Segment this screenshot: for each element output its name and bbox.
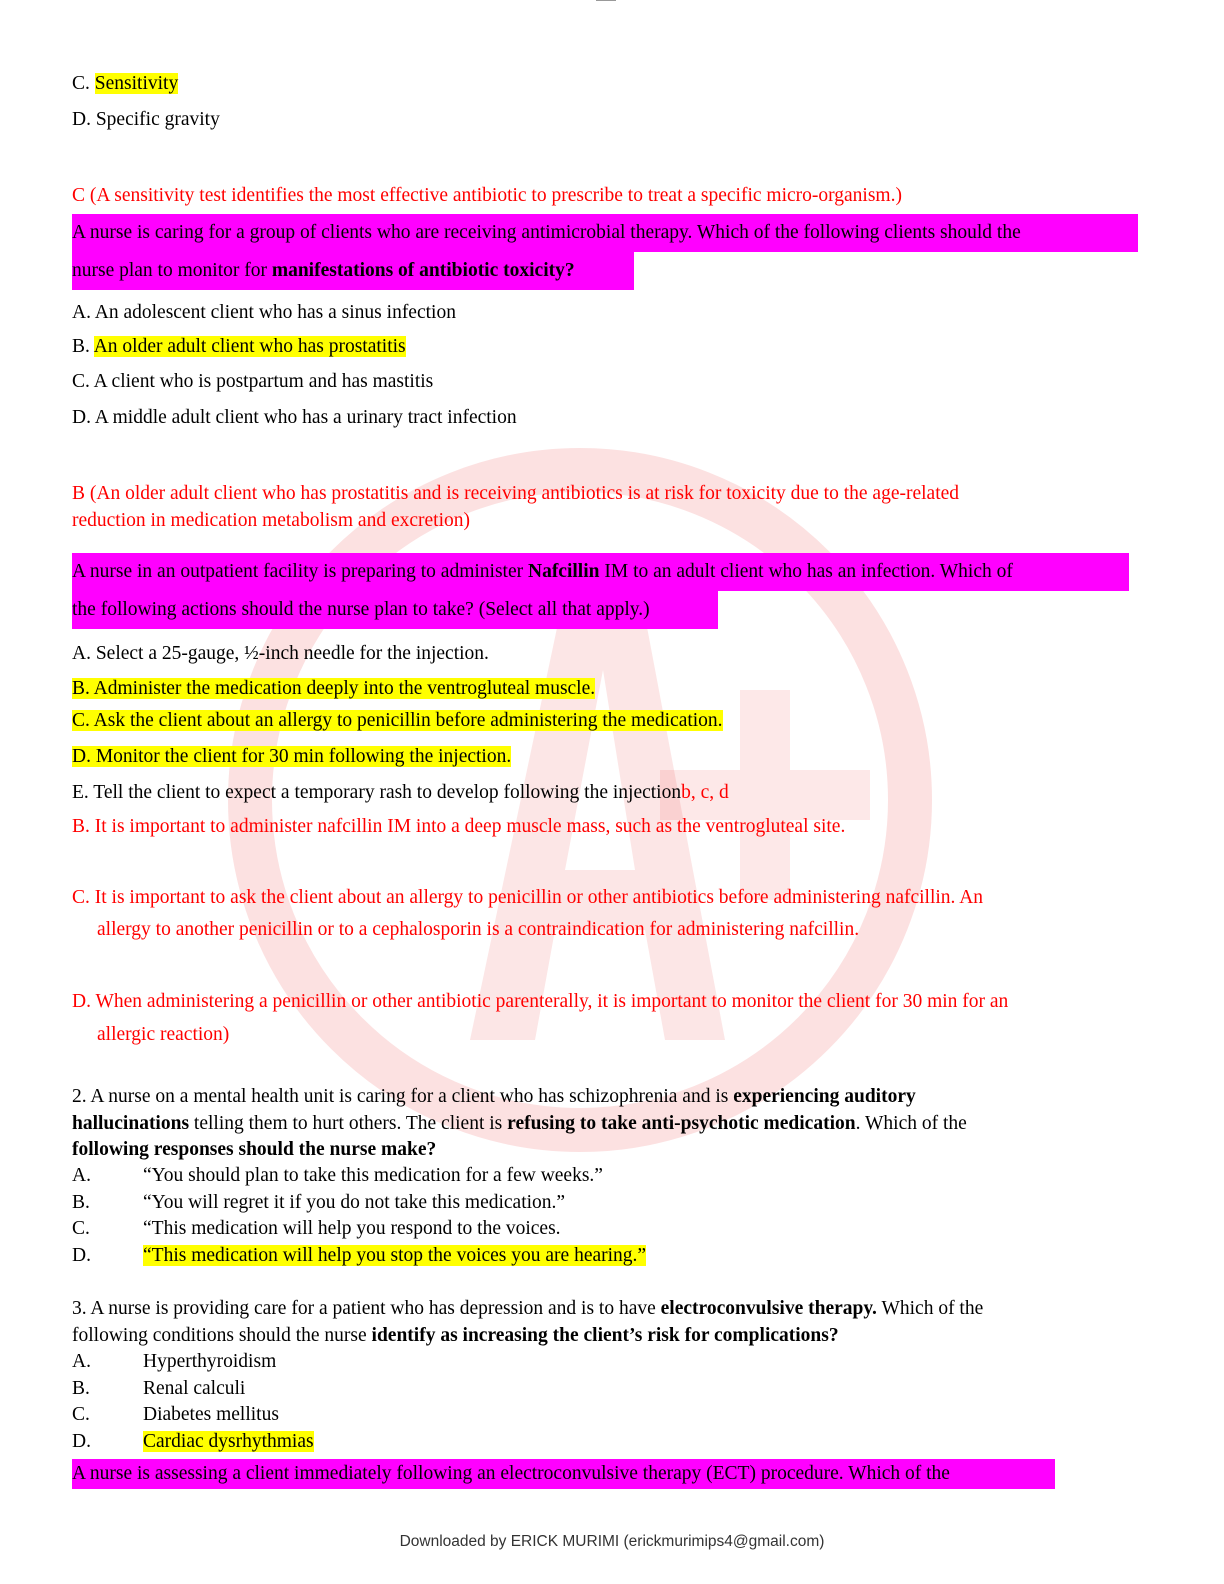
answer-explanation-1: C (A sensitivity test identifies the most effective antibiotic to prescribe to treat a specific micro-organism.) — [72, 185, 902, 206]
download-footer: Downloaded by ERICK MURIMI (erickmurimips4@gmail.com) — [399, 1533, 825, 1550]
q2-option-a: A. “You should plan to take this medication for a few weeks.” — [72, 1165, 603, 1186]
q2-option-b: B. “You will regret it if you do not take this medication.” — [72, 1192, 566, 1213]
question-antibiotic-toxicity: A nurse is caring for a group of clients who are receiving antimicrobial therapy. Which of the following clients should the — [72, 214, 1138, 252]
explanation-d-line1: D. When administering a penicillin or other antibiotic parenterally, it is important to monitor the client for 30 min for an — [72, 991, 1009, 1012]
option-b: B. An older adult client who has prostatitis — [72, 336, 406, 357]
option-d: D. Monitor the client for 30 min following the injection. — [72, 746, 512, 767]
question-2: 2. A nurse on a mental health unit is caring for a client who has schizophrenia and is experiencing auditory hallucinations telling them to hurt others. The client is refusing to take anti-psychotic medication. Which of the following responses should the nurse make? — [72, 1086, 967, 1160]
question-nafcillin-line2: the following actions should the nurse plan to take? (Select all that apply.) — [72, 591, 718, 629]
q2-option-c: C. “This medication will help you respond to the voices. — [72, 1218, 561, 1239]
option-c-sensitivity: C. Sensitivity — [72, 73, 179, 94]
top-divider — [596, 0, 616, 4]
option-b: B. Administer the medication deeply into the ventrogluteal muscle. — [72, 678, 596, 699]
answer-explanation-2-line2: reduction in medication metabolism and excretion) — [72, 510, 470, 531]
explanation-c-line1: C. It is important to ask the client about an allergy to penicillin or other antibiotics before administering nafcillin. An — [72, 887, 984, 908]
q3-option-a: A. Hyperthyroidism — [72, 1351, 277, 1372]
option-d-specific-gravity: D. Specific gravity — [72, 109, 220, 130]
question-antibiotic-toxicity-line2: nurse plan to monitor for manifestations of antibiotic toxicity? — [72, 252, 634, 290]
option-e: E. Tell the client to expect a temporary rash to develop following the injectionb, c, d — [72, 782, 729, 803]
question-ect-assessment: A nurse is assessing a client immediately following an electroconvulsive therapy (ECT) procedure. Which of the — [72, 1459, 1055, 1489]
question-3: 3. A nurse is providing care for a patient who has depression and is to have electroconvulsive therapy. Which of the following conditions should the nurse identify as increasing the client’s risk for complications? — [72, 1298, 984, 1346]
question-nafcillin: A nurse in an outpatient facility is preparing to administer Nafcillin IM to an adult client who has an infection. Which of — [72, 553, 1129, 591]
explanation-b: B. It is important to administer nafcillin IM into a deep muscle mass, such as the ventrogluteal site. — [72, 816, 846, 837]
q2-option-d: D. “This medication will help you stop the voices you are hearing.” — [72, 1245, 647, 1266]
explanation-d-line2: allergic reaction) — [97, 1024, 230, 1045]
option-a: A. An adolescent client who has a sinus infection — [72, 302, 456, 323]
q3-option-d: D. Cardiac dysrhythmias — [72, 1431, 314, 1452]
option-c: C. Ask the client about an allergy to penicillin before administering the medication. — [72, 710, 723, 731]
option-a: A. Select a 25-gauge, ½-inch needle for the injection. — [72, 643, 489, 664]
explanation-c-line2: allergy to another penicillin or to a cephalosporin is a contraindication for administering nafcillin. — [97, 919, 860, 940]
option-d: D. A middle adult client who has a urinary tract infection — [72, 407, 517, 428]
option-c: C. A client who is postpartum and has mastitis — [72, 371, 434, 392]
q3-option-b: B. Renal calculi — [72, 1378, 246, 1399]
answer-explanation-2-line1: B (An older adult client who has prostatitis and is receiving antibiotics is at risk for toxicity due to the age-related — [72, 483, 960, 504]
q3-option-c: C. Diabetes mellitus — [72, 1404, 279, 1425]
